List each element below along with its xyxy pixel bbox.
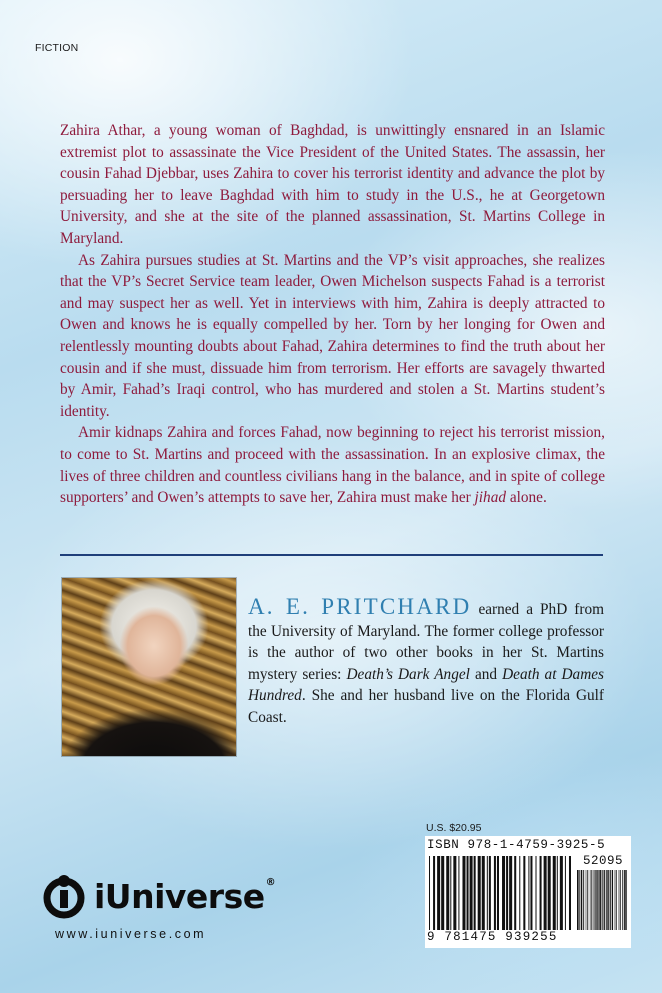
addon-bar [625, 870, 626, 930]
addon-bar [595, 870, 596, 930]
barcode-bar [453, 856, 456, 930]
barcode-bar [565, 856, 566, 930]
barcode-bar [458, 856, 459, 930]
barcode-bar [429, 856, 430, 930]
addon-bar [597, 870, 598, 930]
addon-bar [583, 870, 584, 930]
barcode-bar [514, 856, 516, 930]
addon-bar [578, 870, 579, 930]
barcode-bar [544, 856, 547, 930]
barcode-bar [519, 856, 520, 930]
barcode-bar [462, 856, 465, 930]
book-title-2: Death at Dames Hundred [248, 665, 604, 705]
barcode-bar [523, 856, 525, 930]
addon-bar [602, 870, 603, 930]
blurb-paragraph-3 [60, 422, 605, 508]
addon-barcode-bars [577, 870, 627, 930]
ean-barcode-bars [429, 856, 571, 930]
bio-text-3: . She and her husband live on the Florida Gulf Coast. [248, 687, 604, 726]
barcode-bar [502, 856, 505, 930]
barcode-bar [474, 856, 476, 930]
addon-bar [596, 870, 597, 930]
publisher-name-text: iUniverse [94, 876, 265, 916]
barcode-bar [487, 856, 488, 930]
addon-bar [620, 870, 621, 930]
barcode-bar [437, 856, 440, 930]
addon-bar [581, 870, 582, 930]
barcode-bar [569, 856, 571, 930]
barcode-bar [489, 856, 491, 930]
barcode-bar [530, 856, 532, 930]
addon-bar [610, 870, 611, 930]
addon-bar [600, 870, 601, 930]
blurb-paragraph-3-end: alone. [506, 489, 547, 507]
addon-bar [604, 870, 605, 930]
barcode-bar [478, 856, 481, 930]
barcode-bar [482, 856, 485, 930]
author-bio [248, 596, 604, 729]
addon-digits: 52095 [582, 854, 623, 868]
barcode-bar [441, 856, 444, 930]
barcode-bar [548, 856, 551, 930]
divider-rule [60, 554, 603, 556]
addon-bar [598, 870, 599, 930]
bio-text-2: and [469, 665, 503, 683]
addon-bar [608, 870, 609, 930]
addon-bar [624, 870, 625, 930]
publisher-website: www.iuniverse.com [55, 927, 207, 941]
barcode-bar [528, 856, 529, 930]
book-title-1: Death’s Dark Angel [346, 665, 470, 683]
blurb-paragraph-1: Zahira Athar, a young woman of Baghdad, is unwittingly ensnared in an Islamic extremist plot to assassinate the Vice President of the United States. The assassin, her cousin Fahad Djebbar, uses Zahira to cover his terrorist identity and advance the plot by persuading her to leave Baghdad with him to study in the U.S., he at Georgetown University, and she at the site of the planned assassination, St. Martins College in Maryland. [60, 122, 605, 247]
book-blurb [60, 120, 605, 509]
addon-bar [606, 870, 607, 930]
barcode-bar [450, 856, 451, 930]
ean-digits: 9 781475 939255 [427, 930, 558, 944]
barcode-bar [540, 856, 542, 930]
addon-bar [593, 870, 594, 930]
publisher-name [94, 877, 275, 916]
blurb-paragraph-2: As Zahira pursues studies at St. Martins and the VP’s visit approaches, she realizes that the VP’s Secret Service team leader, Owen Michelson suspects Fahad is a terrorist and may suspect her as well. Yet in interviews with him, Zahira is deeply attracted to Owen and knows he is equally compelled by her. Torn by her longing for Owen and relentlessly mounting doubts about Fahad, Zahira determines to find the truth about her cousin and if she must, dissuade him from terrorism. Her efforts are savagely thwarted by Amir, Fahad’s Iraqi control, who has murdered and stolen a St. Martins student’s identity. [60, 251, 605, 420]
jihad-word: jihad [474, 489, 506, 507]
addon-bar [622, 870, 623, 930]
iuniverse-logo-icon [42, 872, 90, 920]
author-photo [62, 578, 236, 756]
publisher-logo [42, 870, 275, 922]
bio-text-1: earned a PhD from the University of Maryland. The former college professor is the author of two other books in her St. Martins mystery series: [248, 601, 604, 683]
addon-bar [626, 870, 627, 930]
registered-mark: ® [265, 876, 276, 888]
barcode-bar [446, 856, 449, 930]
addon-bar [587, 870, 588, 930]
barcode-bar [470, 856, 473, 930]
barcode-bar [467, 856, 469, 930]
genre-label: FICTION [35, 42, 79, 54]
author-name: A. E. PRITCHARD [248, 594, 472, 619]
isbn-label: ISBN 978-1-4759-3925-5 [427, 838, 606, 852]
addon-bar [612, 870, 613, 930]
addon-bar [591, 870, 592, 930]
barcode [425, 836, 631, 948]
addon-bar [577, 870, 578, 930]
blurb-paragraph-3-text: Amir kidnaps Zahira and forces Fahad, now beginning to reject his terrorist mission, to come to St. Martins and proceed with the assassination. In an explosive climax, the lives of three children and countless civilians hang in the balance, and in spite of college supporters’ and Owen’s attempts to save her, Zahira must make her [60, 424, 605, 507]
barcode-bar [433, 856, 435, 930]
price-label: U.S. $20.95 [426, 822, 482, 834]
barcode-bar [497, 856, 499, 930]
barcode-bar [560, 856, 563, 930]
addon-bar [616, 870, 617, 930]
barcode-bar [557, 856, 558, 930]
barcode-bar [506, 856, 508, 930]
barcode-bar [509, 856, 512, 930]
barcode-bar [494, 856, 496, 930]
barcode-bar [536, 856, 537, 930]
barcode-bar [553, 856, 556, 930]
